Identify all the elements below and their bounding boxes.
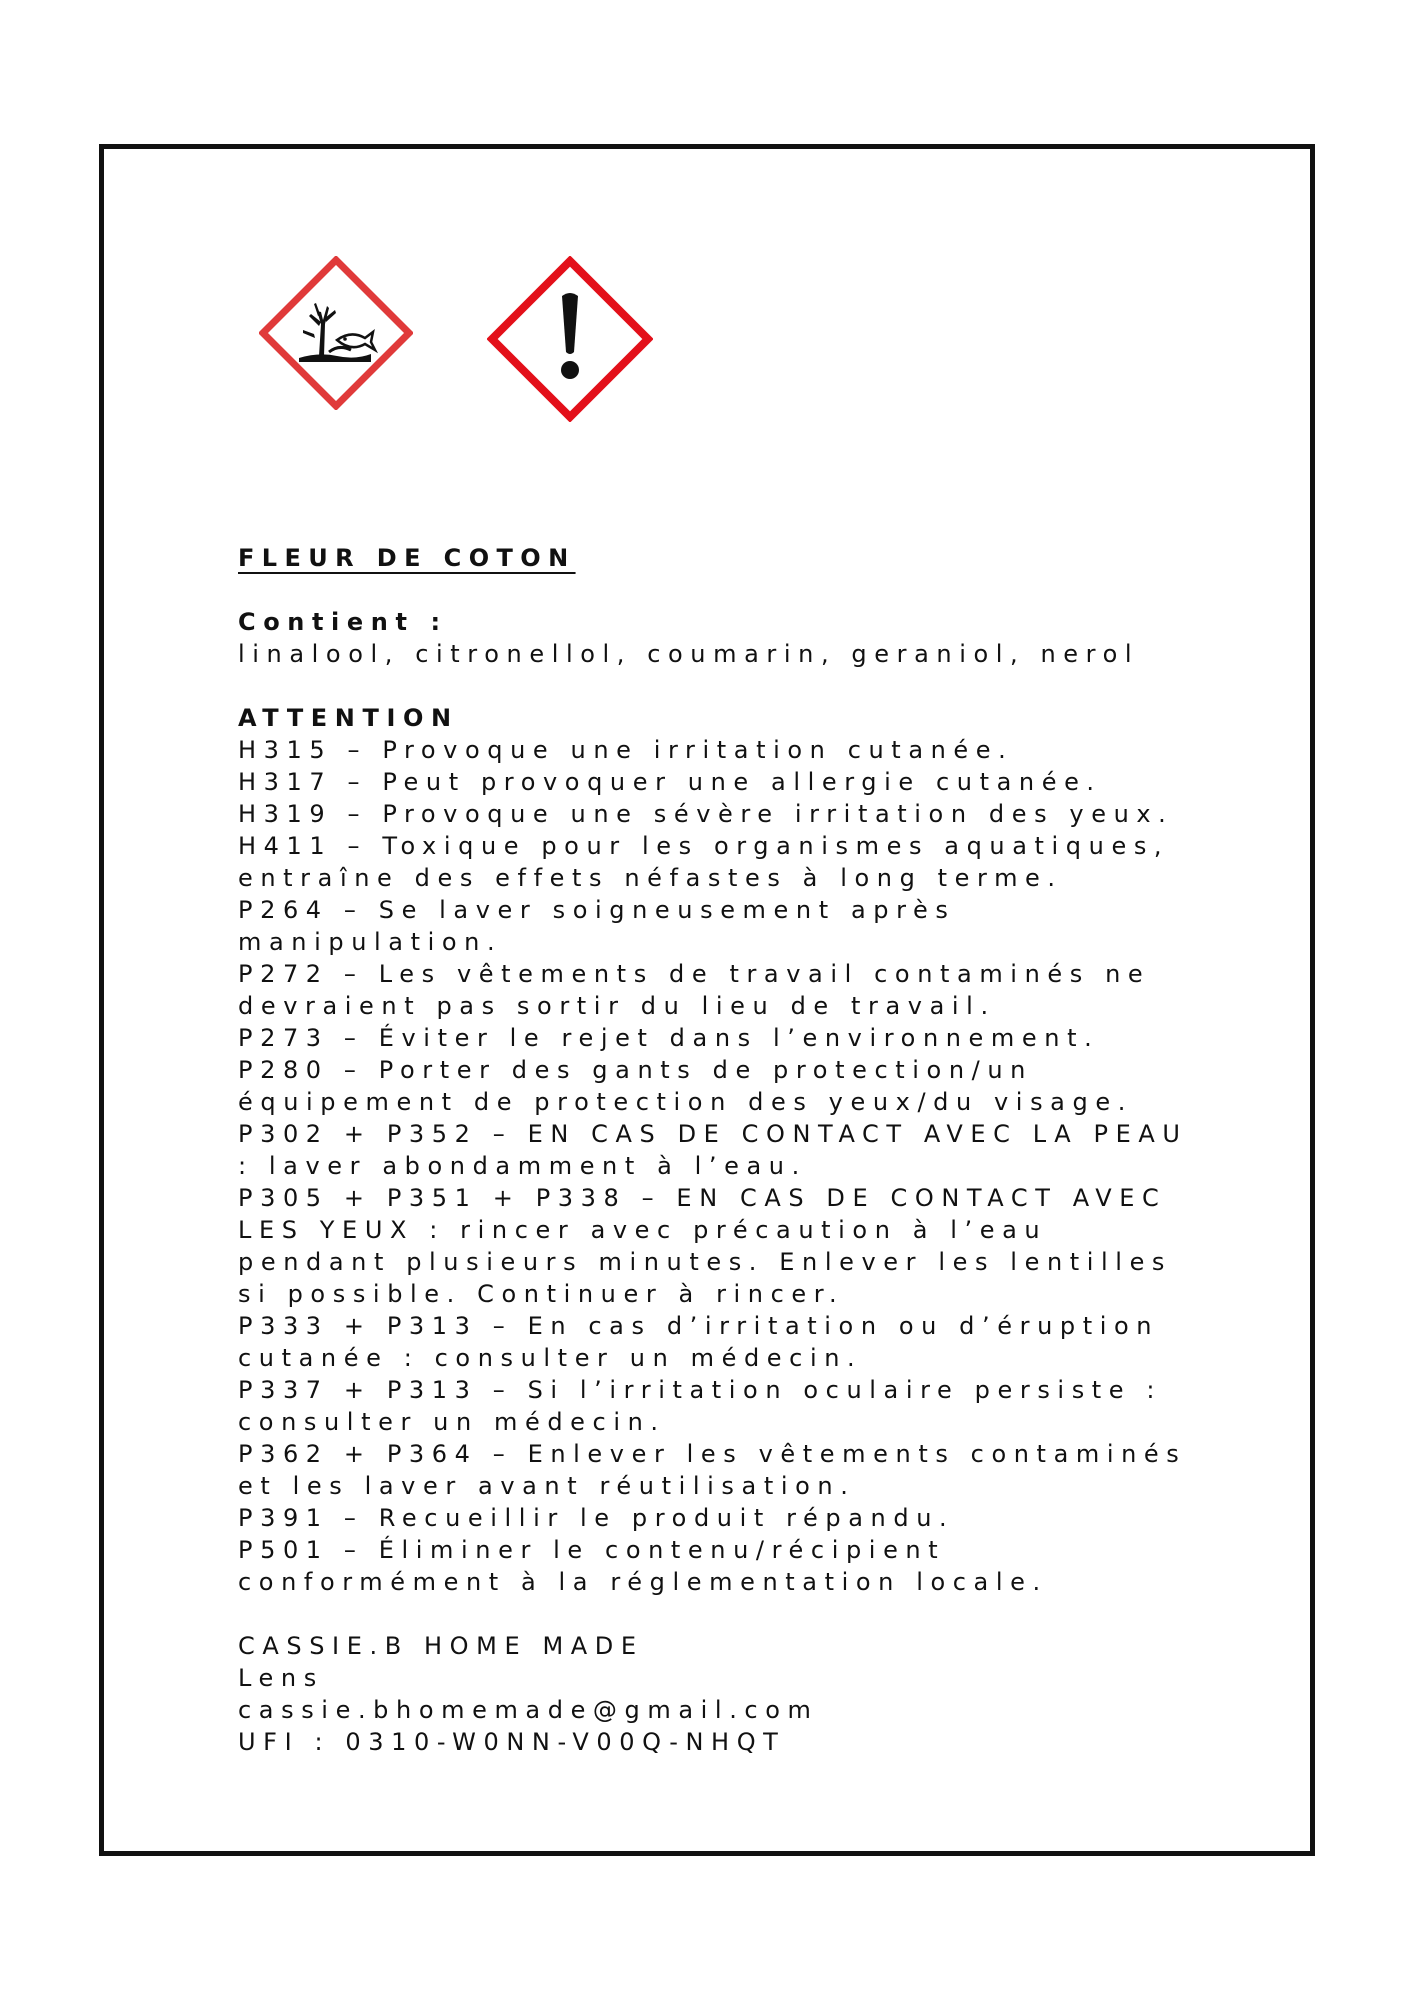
statement-line: H319 – Provoque une sévère irritation des yeux. (238, 800, 1174, 828)
statement-line: P280 – Porter des gants de protection/un (238, 1056, 1033, 1084)
hazard-statements (238, 734, 1238, 1598)
supplier-name: CASSIE.B HOME MADE (238, 1632, 644, 1660)
label-text (238, 542, 1238, 1758)
statement-line: P391 – Recueillir le produit répandu. (238, 1504, 955, 1532)
statement-line: : laver abondamment à l’eau. (238, 1152, 807, 1180)
environment-hazard-pictogram (259, 256, 413, 410)
statement-line: LES YEUX : rincer avec précaution à l’eau (238, 1216, 1048, 1244)
exclamation-hazard-pictogram (487, 256, 653, 422)
statement-line: P333 + P313 – En cas d’irritation ou d’éruption (238, 1312, 1160, 1340)
contains-value: linalool, citronellol, coumarin, geraniol, nerol (238, 640, 1140, 668)
supplier-city: Lens (238, 1664, 324, 1692)
statement-line: H411 – Toxique pour les organismes aquatiques, (238, 832, 1170, 860)
statement-line: H315 – Provoque une irritation cutanée. (238, 736, 1014, 764)
ufi-code: UFI : 0310-W0NN-V00Q-NHQT (238, 1728, 786, 1756)
statement-line: P264 – Se laver soigneusement après (238, 896, 956, 924)
statement-line: si possible. Continuer à rincer. (238, 1280, 845, 1308)
supplier-email: cassie.bhomemade@gmail.com (238, 1696, 819, 1724)
statement-line: P305 + P351 + P338 – EN CAS DE CONTACT AVEC (238, 1184, 1167, 1212)
exclamation-mark-icon (487, 256, 653, 422)
statement-line: cutanée : consulter un médecin. (238, 1344, 863, 1372)
statement-line: P362 + P364 – Enlever les vêtements contaminés (238, 1440, 1187, 1468)
contains-label: Contient : (238, 608, 448, 636)
signal-word: ATTENTION (238, 704, 459, 732)
statement-line: équipement de protection des yeux/du visage. (238, 1088, 1133, 1116)
statement-line: P302 + P352 – EN CAS DE CONTACT AVEC LA PEAU (238, 1120, 1188, 1148)
statement-line: devraient pas sortir du lieu de travail. (238, 992, 996, 1020)
dead-tree-and-fish-icon (259, 256, 413, 410)
statement-line: et les laver avant réutilisation. (238, 1472, 856, 1500)
statement-line: P272 – Les vêtements de travail contaminés ne (238, 960, 1151, 988)
statement-line: P501 – Éliminer le contenu/récipient (238, 1536, 946, 1564)
statement-line: conformément à la réglementation locale. (238, 1568, 1048, 1596)
statement-line: P273 – Éviter le rejet dans l’environnement. (238, 1024, 1100, 1052)
product-title: FLEUR DE COTON (238, 544, 576, 572)
statement-line: H317 – Peut provoquer une allergie cutanée. (238, 768, 1102, 796)
statement-line: manipulation. (238, 928, 503, 956)
statement-line: P337 + P313 – Si l’irritation oculaire persiste : (238, 1376, 1163, 1404)
statement-line: pendant plusieurs minutes. Enlever les lentilles (238, 1248, 1173, 1276)
statement-line: entraîne des effets néfastes à long terme. (238, 864, 1063, 892)
statement-line: consulter un médecin. (238, 1408, 666, 1436)
